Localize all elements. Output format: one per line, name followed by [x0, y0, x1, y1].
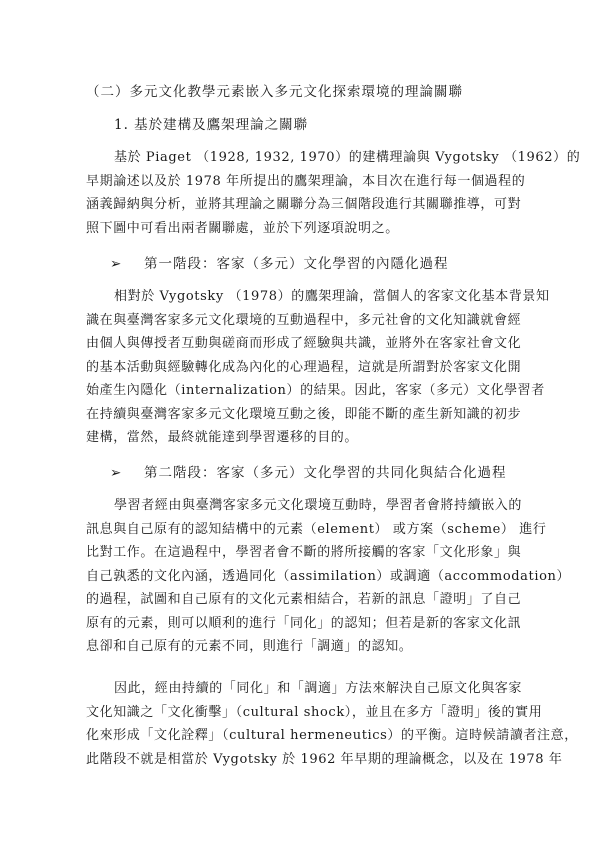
- paragraph-line: 由個人與傳授者互動與磋商而形成了經驗與共識，並將外在客家社會文化: [86, 336, 522, 351]
- paragraph-line: 識在與臺灣客家多元文化環境的互動過程中，多元社會的文化知識就會經: [86, 312, 522, 328]
- bullet-stage-two-text: 第二階段：客家（多元）文化學習的共同化與結合化過程: [144, 465, 507, 481]
- arrow-bullet-icon: ➢: [110, 256, 123, 272]
- paragraph-line: 的過程，試圖和自己原有的文化元素相結合，若新的訊息「證明」了自己: [86, 592, 522, 607]
- paragraph-line: 涵義歸納與分析，並將其理論之關聯分為三個階段進行其關聯推導，可對: [86, 197, 522, 212]
- paragraph-line: 在持續與臺灣客家多元文化環境互動之後，即能不斷的產生新知識的初步: [86, 406, 522, 422]
- subsection-heading: 1. 基於建構及鷹架理論之關聯: [114, 117, 309, 133]
- section-heading: （二）多元文化教學元素嵌入多元文化探索環境的理論關聯: [86, 84, 463, 100]
- paragraph-line: 原有的元素，則可以順利的進行「同化」的認知；但若是新的客家文化訊: [86, 615, 522, 631]
- paragraph-line: 早期論述以及於 1978 年所提出的鷹架理論，本目次在進行每一個過程的: [86, 173, 526, 189]
- paragraph-line: 化來形成「文化詮釋」（cultural hermeneutics）的平衡。這時候請讀者注意，: [86, 728, 578, 743]
- paragraph-line: 因此，經由持續的「同化」和「調適」方法來解決自己原文化與客家: [114, 681, 523, 696]
- paragraph-line: 比對工作。在這過程中，學習者會不斷的將所接觸的客家「文化形象」與: [86, 545, 522, 560]
- bullet-stage-two: [110, 461, 507, 481]
- paragraph-conclusion: [86, 677, 578, 771]
- bullet-stage-one: [110, 252, 449, 272]
- paragraph-line: 自己孰悉的文化內涵，透過同化（assimilation）或調適（accommodation）: [86, 568, 571, 584]
- paragraph-line: 照下圖中可看出兩者關聯處，並於下列逐項說明之。: [86, 220, 399, 236]
- paragraph-line: 學習者經由與臺灣客家多元文化環境互動時，學習者會將持續嵌入的: [114, 498, 523, 513]
- paragraph-line: 此階段不就是相當於 Vygotsky 於 1962 年早期的理論概念，以及在 1978 年: [86, 751, 563, 767]
- paragraph-line: 息卻和自己原有的元素不同，則進行「調適」的認知。: [86, 639, 413, 654]
- paragraph-line: 訊息與自己原有的認知結構中的元素（element） 或方案（scheme） 進行: [86, 521, 547, 537]
- paragraph-line: 文化知識之「文化衝擊」（cultural shock），並且在多方「證明」後的實用: [86, 704, 543, 720]
- paragraph-stage-two: [86, 494, 571, 659]
- paragraph-line: 建構，當然，最終就能達到學習遷移的目的。: [86, 430, 359, 445]
- paragraph-line: 始產生內隱化（internalization）的結果。因此，客家（多元）文化學習者: [86, 383, 545, 398]
- paragraph-line: 的基本活動與經驗轉化成為內化的心理過程，這就是所謂對於客家文化開: [86, 359, 522, 375]
- paragraph-line: 相對於 Vygotsky （1978）的鷹架理論，當個人的客家文化基本背景知: [114, 289, 550, 304]
- paragraph-stage-one: [86, 285, 550, 450]
- paragraph-constructivism: [86, 146, 581, 240]
- bullet-stage-one-text: 第一階段：客家（多元）文化學習的內隱化過程: [144, 256, 449, 272]
- paragraph-line: 基於 Piaget （1928, 1932, 1970）的建構理論與 Vygotsky （1962）的: [114, 150, 581, 165]
- arrow-bullet-icon: ➢: [110, 465, 123, 481]
